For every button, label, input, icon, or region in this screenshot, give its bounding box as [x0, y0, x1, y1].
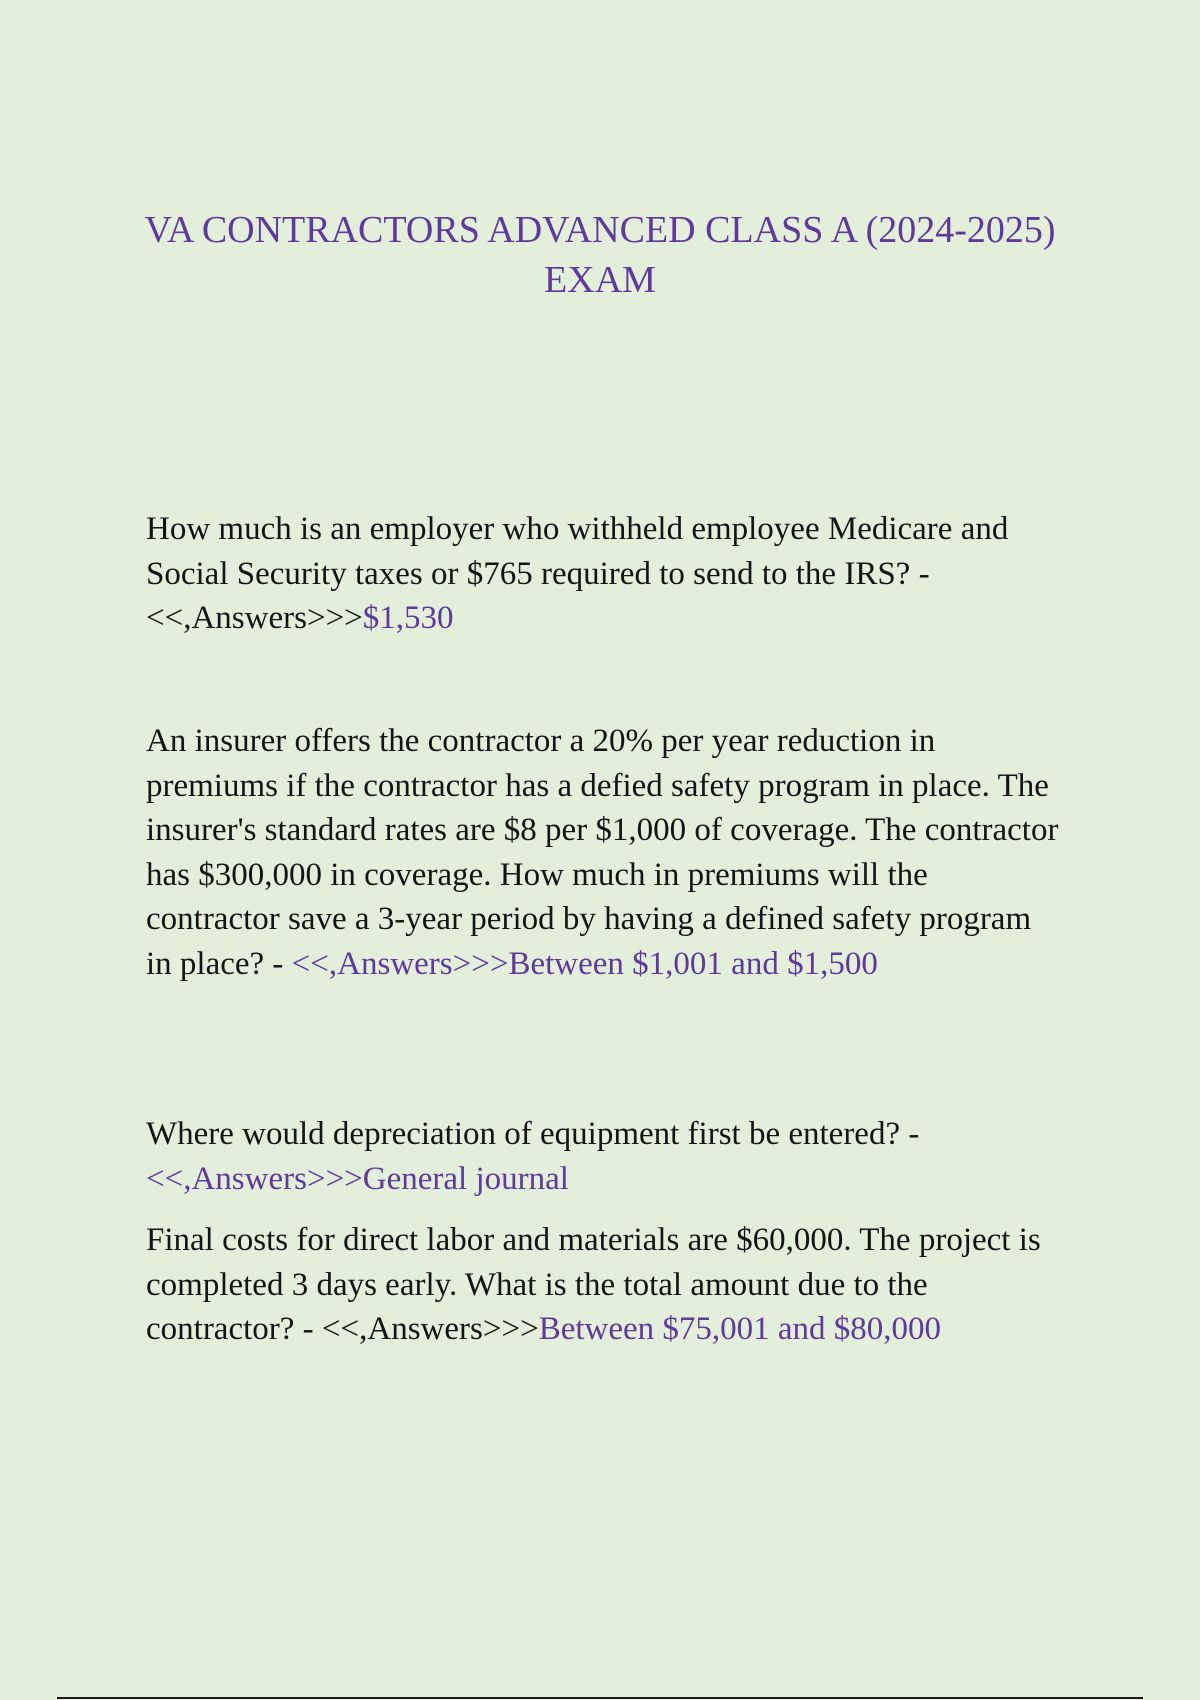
answer-text: Between $1,001 and $1,500 [508, 945, 878, 982]
answer-marker: <<,Answers>>> [291, 945, 509, 982]
question-text: Where would depreciation of equipment first be entered? - [146, 1116, 920, 1152]
answer-text: Between $75,001 and $80,000 [538, 1311, 942, 1347]
qa-item-4 [146, 1218, 1061, 1352]
answer-text: General journal [362, 1160, 569, 1197]
answer-marker: <<,Answers>>> [321, 1311, 539, 1347]
question-text: Final costs for direct labor and materials are $60,000. The project is completed 3 days early. What is the total amount due to the contractor? - [146, 1222, 1041, 1347]
question-text: How much is an employer who withheld employee Medicare and Social Security taxes or $765 required to send to the IRS? - [146, 511, 1009, 592]
qa-item-3 [146, 1112, 1061, 1201]
bottom-divider [57, 1697, 1143, 1699]
question-text: An insurer offers the contractor a 20% per year reduction in premiums if the contractor has a defied safety program in place. The insurer's standard rates are $8 per $1,000 of coverage. The contractor has $300,000 in coverage. How much in premiums will the contractor save a 3-year period by having a defined safety program in place? - [146, 723, 1059, 982]
answer-text: $1,530 [362, 600, 454, 636]
qa-item-1 [146, 507, 1061, 641]
document-title: VA CONTRACTORS ADVANCED CLASS A (2024-2025) EXAM [144, 209, 1056, 301]
answer-marker: <<,Answers>>> [146, 1160, 363, 1197]
answer-marker: <<,Answers>>> [146, 600, 363, 636]
qa-item-2 [146, 719, 1061, 986]
